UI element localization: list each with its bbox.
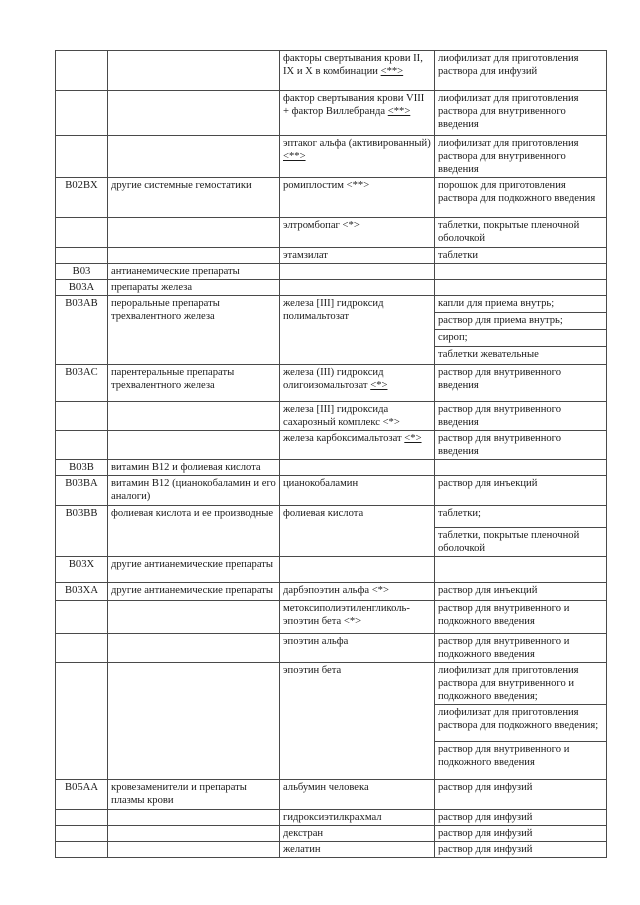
atc-code-cell: B05AA	[56, 780, 108, 810]
table-row	[56, 663, 607, 705]
dosage-form-cell: раствор для внутривенного введения	[435, 402, 607, 431]
atc-code-cell: B03AB	[56, 296, 108, 365]
drug-table	[55, 50, 607, 858]
atc-code-cell	[56, 91, 108, 136]
group-name-cell: другие антианемические препараты	[108, 557, 280, 583]
drug-name-cell	[280, 583, 435, 601]
table-row	[56, 780, 607, 810]
dosage-form-cell: порошок для приготовления раствора для подкожного введения	[435, 178, 607, 218]
drug-name-cell	[280, 842, 435, 858]
drug-name: дарбэпоэтин альфа <*>	[283, 585, 389, 596]
dosage-form-cell	[435, 280, 607, 296]
table-row	[56, 583, 607, 601]
atc-code-cell	[56, 402, 108, 431]
drug-name-cell	[280, 264, 435, 280]
dosage-form-cell: таблетки жевательные	[435, 347, 607, 365]
atc-code-cell	[56, 634, 108, 663]
drug-name-cell	[280, 248, 435, 264]
atc-code-cell	[56, 826, 108, 842]
table-row	[56, 51, 607, 91]
drug-name-cell	[280, 780, 435, 810]
atc-code-cell: B03BB	[56, 506, 108, 557]
drug-name: эпоэтин бета	[283, 665, 342, 676]
group-name-cell	[108, 634, 280, 663]
atc-code-cell	[56, 810, 108, 826]
atc-code-cell: B03BA	[56, 476, 108, 506]
dosage-form-cell: раствор для инфузий	[435, 842, 607, 858]
drug-name-cell	[280, 810, 435, 826]
drug-name-cell	[280, 402, 435, 431]
atc-code-cell	[56, 51, 108, 91]
drug-name-cell	[280, 663, 435, 780]
table-row	[56, 431, 607, 460]
atc-code-cell: B03A	[56, 280, 108, 296]
group-name-cell: другие антианемические препараты	[108, 583, 280, 601]
group-name-cell: другие системные гемостатики	[108, 178, 280, 218]
dosage-form-cell: раствор для инъекций	[435, 583, 607, 601]
drug-name: факторы свертывания крови II, IX и X в комбинации	[283, 53, 423, 77]
group-name-cell	[108, 663, 280, 780]
dosage-form-cell: раствор для внутривенного введения	[435, 365, 607, 402]
table-row	[56, 402, 607, 431]
drug-name-cell	[280, 280, 435, 296]
table-row	[56, 506, 607, 528]
drug-name-cell	[280, 365, 435, 402]
table-row	[56, 136, 607, 178]
drug-name-cell	[280, 557, 435, 583]
group-name-cell	[108, 136, 280, 178]
table-row	[56, 460, 607, 476]
table-row	[56, 264, 607, 280]
drug-name: этамзилат	[283, 250, 328, 261]
group-name-cell: витамин B12 (цианокобаламин и его аналоги)	[108, 476, 280, 506]
atc-code-cell	[56, 248, 108, 264]
drug-name-cell	[280, 634, 435, 663]
drug-name-cell	[280, 51, 435, 91]
drug-name: желатин	[283, 844, 321, 855]
drug-name: альбумин человека	[283, 782, 369, 793]
dosage-form-cell: таблетки	[435, 248, 607, 264]
atc-code-cell: B03XA	[56, 583, 108, 601]
table-row	[56, 248, 607, 264]
table-row	[56, 218, 607, 248]
drug-footnote-ref: <**>	[387, 106, 411, 117]
atc-code-cell: B02BX	[56, 178, 108, 218]
drug-footnote-ref: <**>	[380, 66, 404, 77]
atc-code-cell	[56, 663, 108, 780]
dosage-form-cell: раствор для приема внутрь;	[435, 313, 607, 330]
table-body	[56, 51, 607, 858]
table-row	[56, 842, 607, 858]
drug-name-cell	[280, 218, 435, 248]
dosage-form-cell: раствор для инфузий	[435, 826, 607, 842]
drug-name: метоксиполиэтиленгликоль-эпоэтин бета <*>	[283, 603, 410, 627]
dosage-form-cell: лиофилизат для приготовления раствора для внутривенного введения	[435, 136, 607, 178]
atc-code-cell	[56, 136, 108, 178]
dosage-form-cell: лиофилизат для приготовления раствора для инфузий	[435, 51, 607, 91]
group-name-cell: витамин B12 и фолиевая кислота	[108, 460, 280, 476]
group-name-cell	[108, 248, 280, 264]
group-name-cell	[108, 51, 280, 91]
dosage-form-cell: лиофилизат для приготовления раствора для внутривенного и подкожного введения;	[435, 663, 607, 705]
drug-name: элтромбопаг <*>	[283, 220, 360, 231]
dosage-form-cell: раствор для внутривенного и подкожного введения	[435, 742, 607, 780]
table-row	[56, 296, 607, 313]
group-name-cell: парентеральные препараты трехвалентного железа	[108, 365, 280, 402]
table-row	[56, 601, 607, 634]
atc-code-cell	[56, 218, 108, 248]
drug-name-cell	[280, 826, 435, 842]
group-name-cell	[108, 402, 280, 431]
dosage-form-cell	[435, 460, 607, 476]
drug-name-cell	[280, 506, 435, 557]
dosage-form-cell: таблетки;	[435, 506, 607, 528]
dosage-form-cell	[435, 557, 607, 583]
drug-name: фолиевая кислота	[283, 508, 364, 519]
table-row	[56, 826, 607, 842]
drug-name-cell	[280, 296, 435, 365]
dosage-form-cell	[435, 264, 607, 280]
drug-name-cell	[280, 136, 435, 178]
drug-name: гидроксиэтилкрахмал	[283, 812, 382, 823]
dosage-form-cell: раствор для инфузий	[435, 810, 607, 826]
group-name-cell	[108, 842, 280, 858]
group-name-cell	[108, 431, 280, 460]
drug-name-cell	[280, 178, 435, 218]
dosage-form-cell: раствор для инфузий	[435, 780, 607, 810]
group-name-cell: пероральные препараты трехвалентного железа	[108, 296, 280, 365]
dosage-form-cell: лиофилизат для приготовления раствора для подкожного введения;	[435, 705, 607, 742]
group-name-cell	[108, 91, 280, 136]
group-name-cell	[108, 810, 280, 826]
dosage-form-cell: таблетки, покрытые пленочной оболочкой	[435, 528, 607, 557]
drug-footnote-ref: <**>	[283, 151, 306, 162]
table-row	[56, 91, 607, 136]
table-row	[56, 365, 607, 402]
drug-name-cell	[280, 431, 435, 460]
group-name-cell	[108, 826, 280, 842]
drug-name: железа [III] гидроксид полимальтозат	[283, 298, 384, 322]
dosage-form-cell: лиофилизат для приготовления раствора для внутривенного введения	[435, 91, 607, 136]
drug-name: цианокобаламин	[283, 478, 359, 489]
group-name-cell: кровезаменители и препараты плазмы крови	[108, 780, 280, 810]
table-row	[56, 634, 607, 663]
atc-code-cell: B03AC	[56, 365, 108, 402]
drug-name-cell	[280, 91, 435, 136]
atc-code-cell: B03	[56, 264, 108, 280]
drug-name: эптаког альфа (активированный)	[283, 138, 431, 149]
atc-code-cell: B03X	[56, 557, 108, 583]
drug-name: железа [III] гидроксида сахарозный комплекс <*>	[283, 404, 400, 428]
drug-name-cell	[280, 601, 435, 634]
drug-name: декстран	[283, 828, 324, 839]
group-name-cell	[108, 601, 280, 634]
drug-footnote-ref: <*>	[370, 380, 388, 391]
group-name-cell: фолиевая кислота и ее производные	[108, 506, 280, 557]
dosage-form-cell: раствор для внутривенного введения	[435, 431, 607, 460]
drug-name: фактор свертывания крови VIII + фактор Виллебранда	[283, 93, 425, 117]
atc-code-cell: B03B	[56, 460, 108, 476]
drug-name: эпоэтин альфа	[283, 636, 349, 647]
atc-code-cell	[56, 601, 108, 634]
dosage-form-cell: капли для приема внутрь;	[435, 296, 607, 313]
group-name-cell: препараты железа	[108, 280, 280, 296]
atc-code-cell	[56, 431, 108, 460]
table-row	[56, 810, 607, 826]
table-row	[56, 280, 607, 296]
table-row	[56, 476, 607, 506]
drug-name: железа (III) гидроксид олигоизомальтозат	[283, 367, 384, 391]
drug-name: железа карбоксимальтозат	[283, 433, 402, 444]
drug-name-cell	[280, 460, 435, 476]
group-name-cell	[108, 218, 280, 248]
drug-name-cell	[280, 476, 435, 506]
dosage-form-cell: сироп;	[435, 330, 607, 347]
drug-footnote-ref: <*>	[404, 433, 422, 444]
group-name-cell: антианемические препараты	[108, 264, 280, 280]
dosage-form-cell: раствор для инъекций	[435, 476, 607, 506]
table-row	[56, 557, 607, 583]
table-row	[56, 178, 607, 218]
dosage-form-cell: таблетки, покрытые пленочной оболочкой	[435, 218, 607, 248]
dosage-form-cell: раствор для внутривенного и подкожного введения	[435, 634, 607, 663]
dosage-form-cell: раствор для внутривенного и подкожного введения	[435, 601, 607, 634]
drug-name: ромиплостим <**>	[283, 180, 370, 191]
atc-code-cell	[56, 842, 108, 858]
